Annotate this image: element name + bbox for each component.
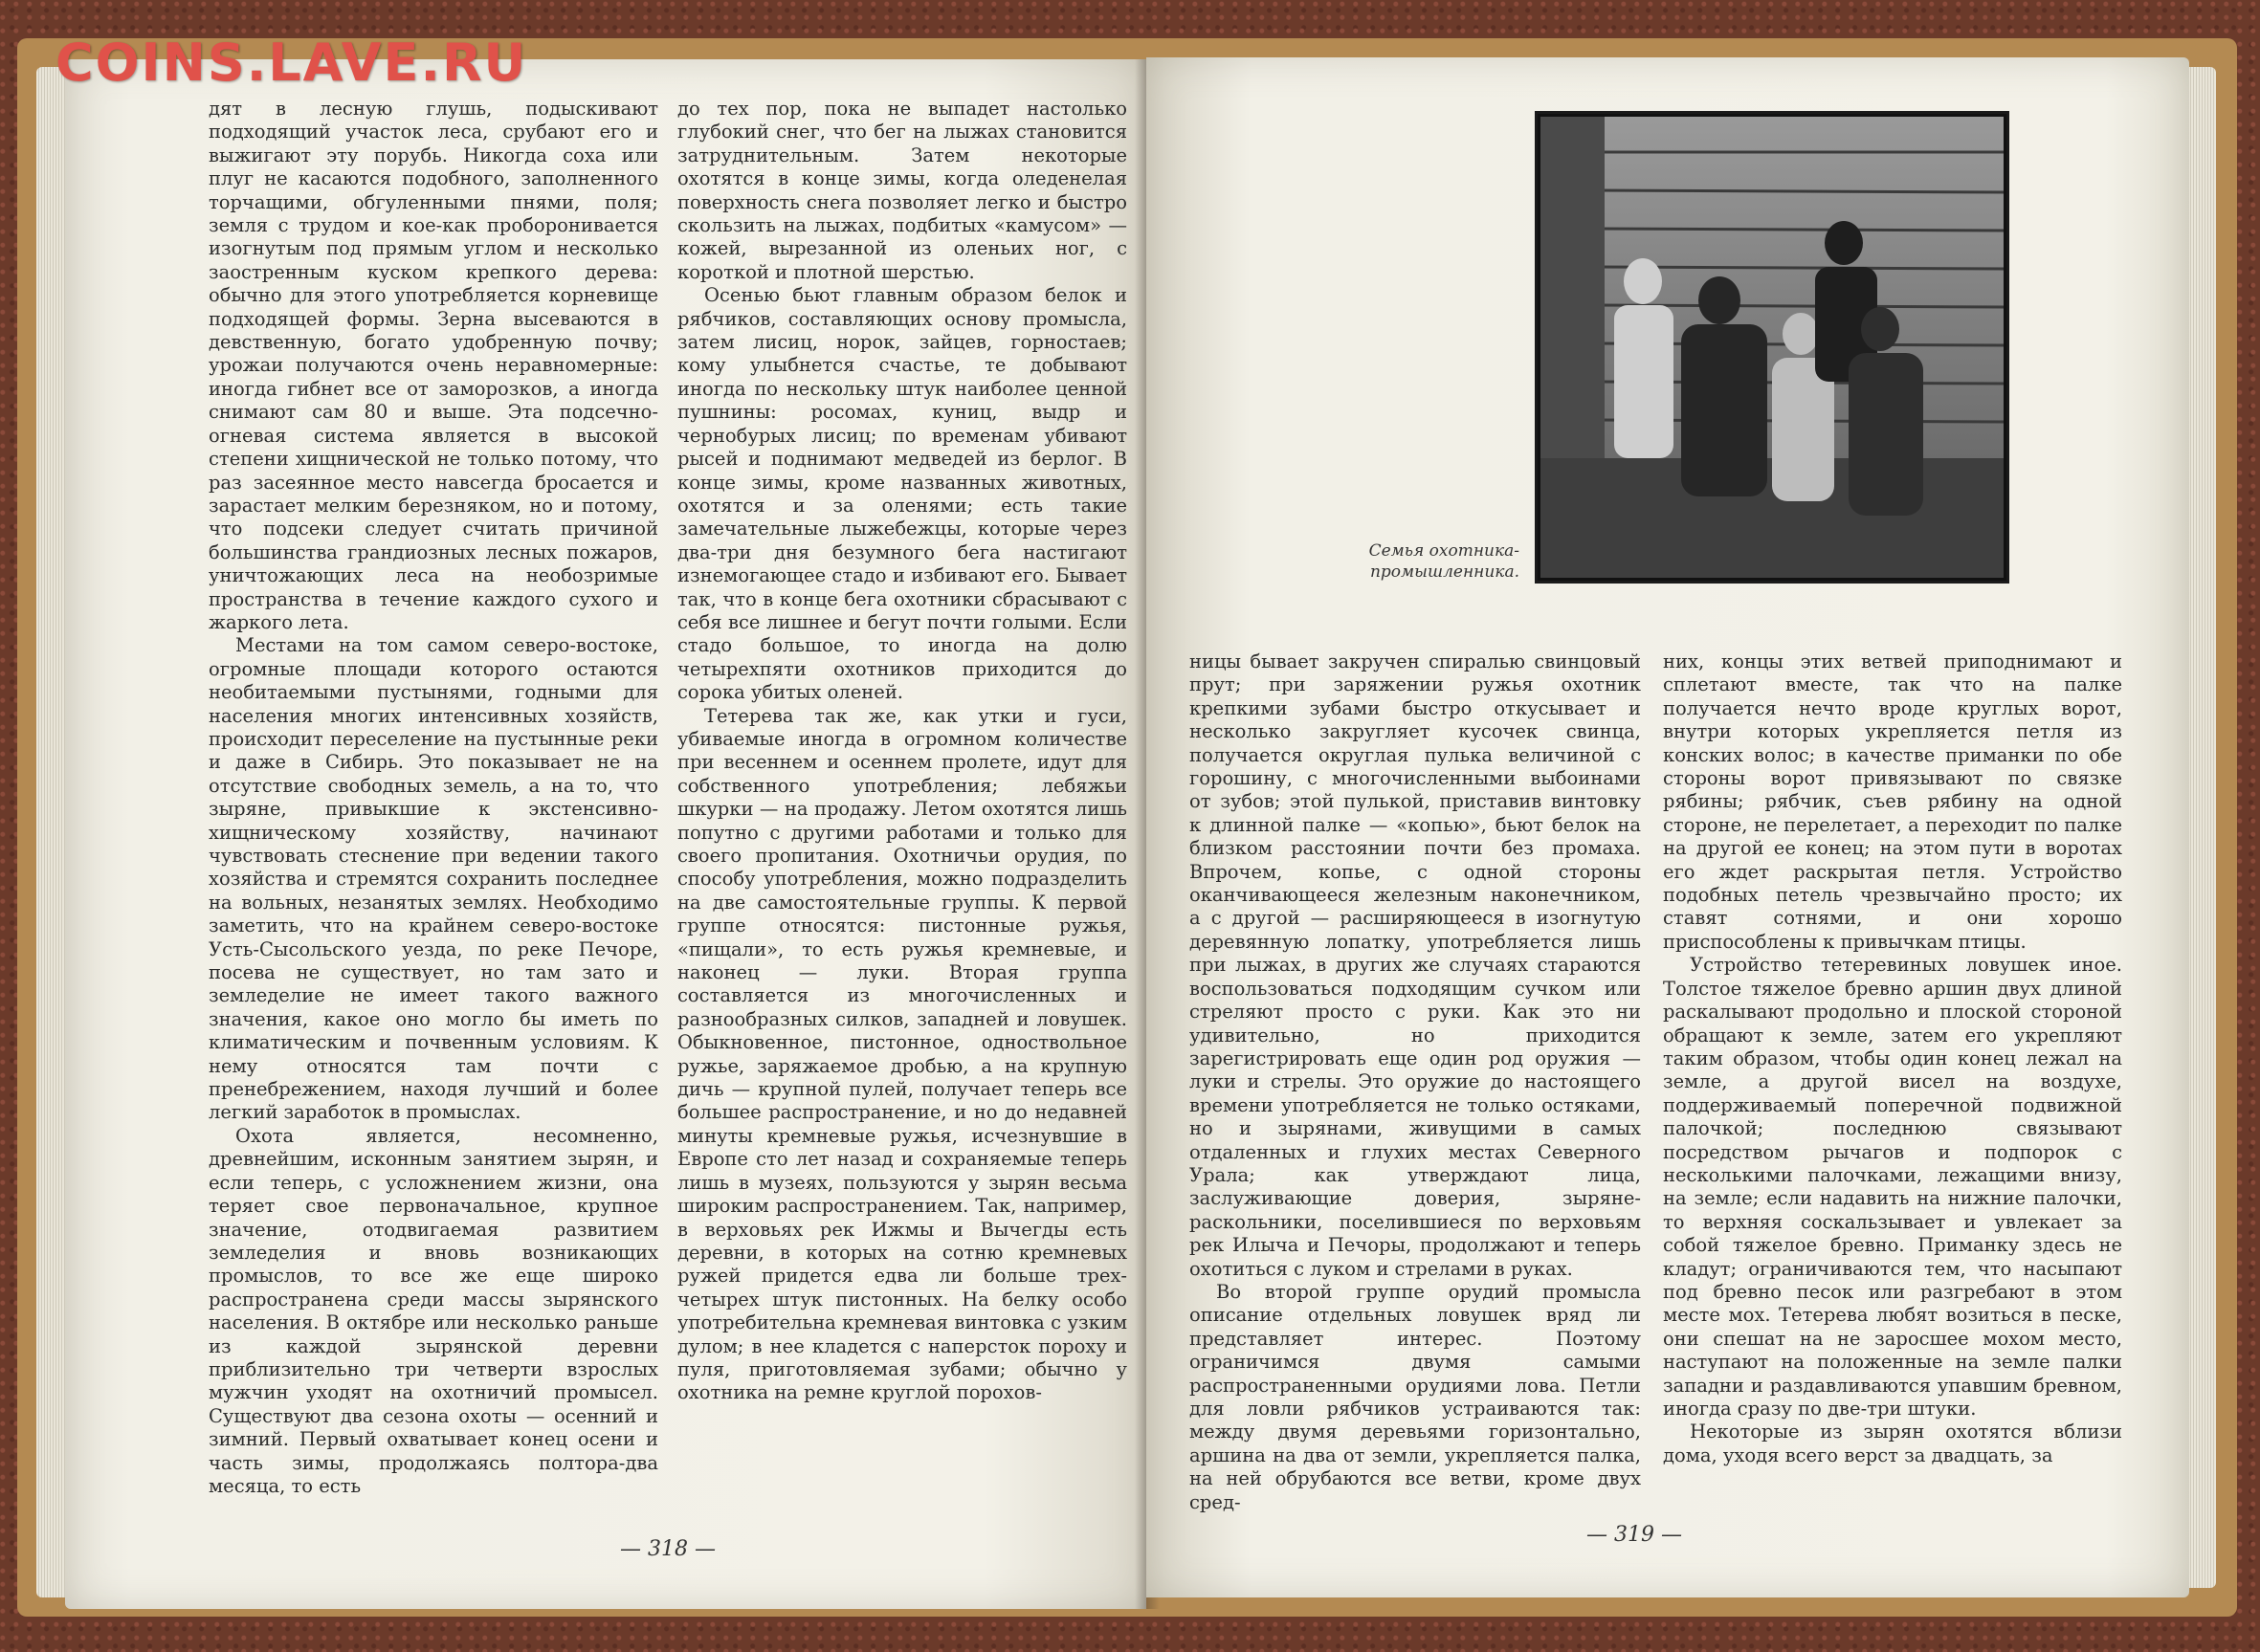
paragraph: до тех пор, пока не выпадет настолько глубокий снег, что бег на лыжах становится затруднительным. Затем некоторые охотятся в конце зимы, когда оледенелая поверхность снега позволяет легко и быстро скользить на лыжах, подбитых «камусом» — кожей, вырезанной из оленьих ног, с короткой и плотной шерстью.: [677, 98, 1127, 283]
family-photograph-image: [1538, 114, 2006, 581]
left-page-column-2: [677, 98, 1127, 1405]
page-number-right: — 319 —: [1586, 1523, 1682, 1547]
left-page: [65, 59, 1146, 1609]
paragraph: Тетерева так же, как утки и гуси, убиваемые иногда в огромном количестве при весеннем и осеннем пролете, идут для собственного употребления; лебяжьи шкурки — на продажу. Летом охотятся лишь попутно с другими работами и только для своего пропитания. Охотничьи орудия, по способу употребления, можно подразделить на две самостоятельные группы. К первой группе относятся: пистонные ружья, «пищали», то есть ружья кремневые, и наконец — луки. Вторая группа составляется из многочисленных и разнообразных силков, западней и ловушек. Обыкновенное, пистонное, одноствольное ружье, заряжаемое дробью, а на крупную дичь — крупной пулей, получает теперь все большее распространение, и но до недавней минуты кремневые ружья, исчезнувшие в Европе сто лет назад и сохраняемые теперь лишь в музеях, пользуются у зырян весьма широким распространением. Так, например, в верховьях рек Ижмы и Вычегды есть деревни, в которых на сотню кремневых ружей придется едва ли больше трех-четырех штук пистонных. На белку особо употребительна кремневая винтовка с узким дулом; в нее кладется с наперсток пороху и пуля, приготовляемая зубами; обычно у охотника на ремне круглой порохов-: [677, 704, 1127, 1404]
paragraph: Охота является, несомненно, древнейшим, исконным занятием зырян, и если теперь, с усложнением жизни, она теряет свое первоначальное, крупное значение, отодвигаемая развитием земледелия и вновь возникающих промыслов, то все же еще широко распространена среди массы зырянского населения. В октябре или несколько раньше из каждой зырянской деревни приблизительно три четверти взрослых мужчин уходят на охотничий промысел. Существуют два сезона охоты — осенний и зимний. Первый охватывает конец осени и часть зимы, продолжаясь полтора-два месяца, то есть: [209, 1124, 658, 1497]
paragraph: Некоторые из зырян охотятся вблизи дома, уходя всего верст за двадцать, за: [1663, 1421, 2122, 1466]
paragraph: Во второй группе орудий промысла описание отдельных ловушек вряд ли представляет интерес. Поэтому ограничимся двумя самыми распространенными орудиями лова. Петли для ловли рябчиков устраиваются так: между двумя деревьями горизонтально, аршина на два от земли, укрепляется палка, на ней обрубаются все ветви, кроме двух сред-: [1189, 1280, 1641, 1513]
left-page-column-1: [209, 98, 658, 1498]
right-page-column-1: [1189, 650, 1641, 1514]
paragraph: Местами на том самом северо-востоке, огромные площади которого остаются необитаемыми пустынями, годными для населения многих интенсивных хозяйств, происходит переселение на пустынные реки и даже в Сибирь. Это показывает не на отсутствие свободных земель, а на то, что зыряне, привыкшие к экстенсивно-хищническому хозяйству, начинают чувствовать стеснение при ведении такого хозяйства и стремятся сохранить последнее на вольных, незанятых землях. Необходимо заметить, что на крайнем северо-востоке Усть-Сысольского уезда, по реке Печоре, посева не существует, но там зато и земледелие не имеет такого важного значения, какое оно могло бы иметь по климатическим и почвенным условиям. К нему относятся там почти с пренебрежением, находя лучший и более легкий заработок в промыслах.: [209, 634, 658, 1124]
right-page-column-2: [1663, 650, 2122, 1467]
page-number-left: — 318 —: [620, 1537, 716, 1561]
paragraph: Устройство тетеревиных ловушек иное. Толстое тяжелое бревно аршин двух длиной раскалывают продольно и плоской стороной обращают к земле, затем его укрепляют таким образом, чтобы один конец лежал на земле, а другой висел на воздухе, поддерживаемый поперечной подвижной палочкой; последнюю связывают посредством рычагов и подпорок с несколькими палочками, лежащими внизу, на земле; если надавить на нижние палочки, то верхняя соскальзывает и увлекает за собой тяжелое бревно. Приманку здесь не кладут; ограничиваются тем, что насыпают под бревно песок или разгребают в этом месте мох. Тетерева любят возиться в песке, они спешат на не заросшее мохом место, наступают на положенные на земле палки западни и раздавливаются упавшим бревном, иногда сразу по две-три штуки.: [1663, 954, 2122, 1420]
family-photograph: [1535, 111, 2009, 584]
paragraph: Осенью бьют главным образом белок и рябчиков, составляющих основу промысла, затем лисиц, норок, зайцев, горностаев; кому улыбнется счастье, те добывают иногда по нескольку штук наиболее ценной пушнины: росомах, куниц, выдр и чернобурых лисиц; по временам убивают рысей и поднимают медведей из берлог. В конце зимы, кроме названных животных, охотятся и за оленями; есть такие замечательные лыжебежцы, которые через два-три дня безумного бега настигают изнемогающее стадо и избивают его. Бывает так, что в конце бега охотники сбрасывают с себя все лишнее и бегут почти голыми. Если стадо большое, то иногда на долю четырехпяти охотников приходится до сорока убитых оленей.: [677, 284, 1127, 704]
paragraph: дят в лесную глушь, подыскивают подходящий участок леса, срубают его и выжигают эту порубь. Никогда соха или плуг не касаются подобного, заполненного торчащими, обгуленными пнями, поля; земля с трудом и кое-как проборонивается изогнутым под прямым углом и несколько заостренным куском крепкого дерева: обычно для этого употребляется корневище подходящей формы. Зерна высеваются в девственную, богато удобренную почву; урожаи получаются очень неравномерные: иногда гибнет все от заморозков, а иногда снимают сам 80 и выше. Эта подсечно-огневая система является в высокой степени хищнической не только потому, что раз засеянное место навсегда бросается и зарастает мелким березняком, но и потому, что подсеки следует считать причиной большинства грандиозных лесных пожаров, уничтожающих леса на необозримые пространства в течение каждого сухого и жаркого лета.: [209, 98, 658, 633]
paragraph: них, концы этих ветвей приподнимают и сплетают вместе, так что на палке получается нечто вроде круглых ворот, внутри которых укрепляется петля из конских волос; в качестве приманки по обе стороны ворот привязывают по связке рябины; рябчик, съев рябину на одной стороне, не перелетает, а переходит по палке на другой ее конец; на этом пути в воротах его ждет раскрытая петля. Устройство подобных петель чрезвычайно просто; их ставят сотнями, и они хорошо приспособлены к привычкам птицы.: [1663, 650, 2122, 953]
photo-caption: Семья охотника-промышленника.: [1368, 541, 1519, 582]
watermark: COINS.LAVE.RU: [55, 33, 528, 93]
paragraph: ницы бывает закручен спиралью свинцовый прут; при заряжении ружья охотник крепкими зубами быстро откусывает и несколько закругляет кусочек свинца, получается округлая пулька величиной с горошину, с многочисленными выбоинами от зубов; этой пулькой, приставив винтовку к длинной палке — «копью», бьют белок на близком расстоянии почти без промаха. Впрочем, копье, с одной стороны оканчивающееся железным наконечником, а с другой — расширяющееся в изогнутую деревянную лопатку, употребляется лишь при лыжах, в других же случаях стараются воспользоваться подходящим сучком или стреляют просто с руки. Как это ни удивительно, но приходится зарегистрировать еще один род оружия — луки и стрелы. Это оружие до настоящего времени употребляется не только остяками, но и зырянами, живущими в самых отдаленных и глухих местах Северного Урала; как утверждают лица, заслуживающие доверия, зыряне-раскольники, поселившиеся по верховьям рек Илыча и Печоры, продолжают и теперь охотиться с луком и стрелами в руках.: [1189, 650, 1641, 1280]
